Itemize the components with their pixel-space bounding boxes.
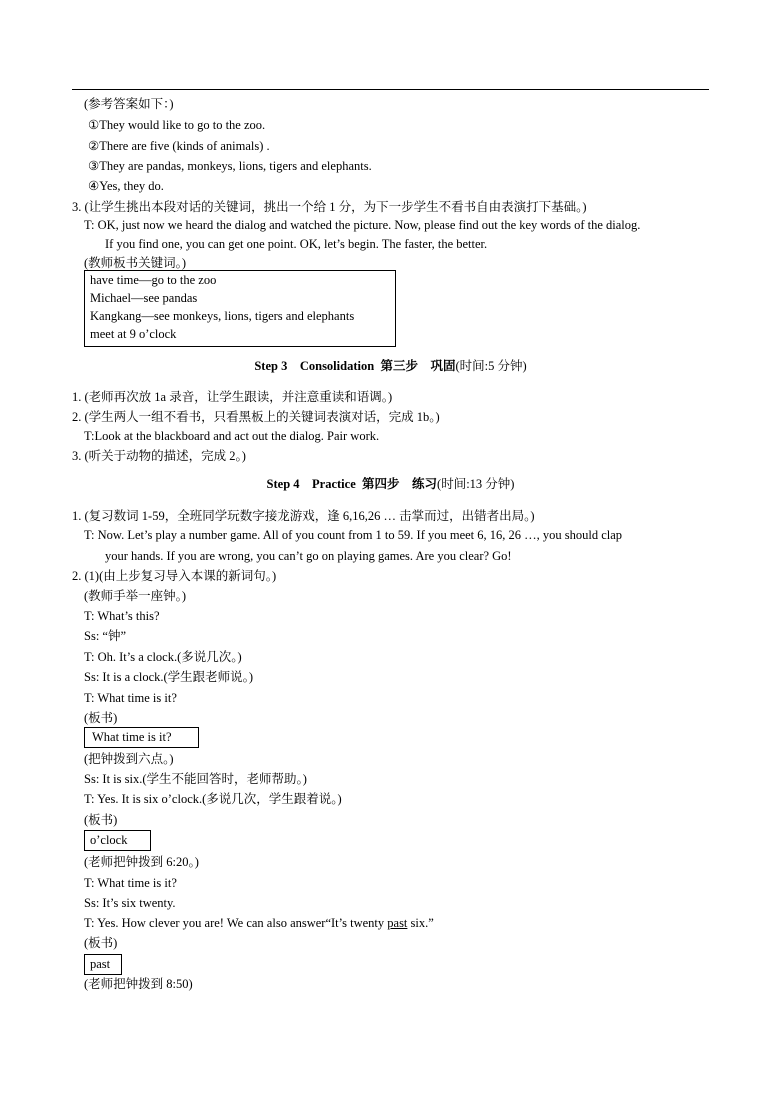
dialog-line: T: Yes. It is six o’clock.(多说几次，学生跟着说。) <box>84 792 342 806</box>
board-box-text: What time is it? <box>92 730 172 744</box>
board-label: (板书) <box>84 936 118 950</box>
dialog-line: (老师把钟拨到 6:20。) <box>84 855 199 869</box>
step3-heading <box>72 358 709 374</box>
step4-time: (时间:13 分钟) <box>437 477 515 491</box>
step4-en: Practice <box>312 477 356 491</box>
keyword-1: have time—go to the zoo <box>90 273 217 287</box>
board-box-what-time <box>84 727 199 748</box>
keyword-3: Kangkang—see monkeys, lions, tigers and elephants <box>90 309 355 323</box>
board-note: (教师板书关键词。) <box>84 256 187 270</box>
answer-2: ②There are five (kinds of animals) . <box>88 139 270 153</box>
step3-cn2: 巩固 <box>430 359 456 373</box>
teacher-line: T: OK, just now we heard the dialog and watched the picture. Now, please find out the key words of the dialog. <box>84 218 641 232</box>
ref-answer-note: (参考答案如下：) <box>84 97 174 111</box>
teacher-line-cont: If you find one, you can get one point. OK, let’s begin. The faster, the better. <box>105 237 488 251</box>
item-3-instruction: 3. (让学生挑出本段对话的关键词，挑出一个给 1 分，为下一步学生不看书自由表演打下基础。) <box>72 200 587 214</box>
dialog-line: (教师手举一座钟。) <box>84 589 187 603</box>
step3-label: Step 3 <box>254 359 288 373</box>
step3-en: Consolidation <box>299 359 375 373</box>
board-box-past <box>84 954 122 975</box>
dialog-line: Ss: It is a clock.(学生跟老师说。) <box>84 670 254 684</box>
dialog-line: T: Oh. It’s a clock.(多说几次。) <box>84 650 242 664</box>
board-label: (板书) <box>84 711 118 725</box>
step3-item-3: 3. (听关于动物的描述，完成 2。) <box>72 449 246 463</box>
dialog-text: T: Yes. How clever you are! We can also answer“It’s twenty <box>84 916 388 930</box>
dialog-line: T: What time is it? <box>84 876 177 890</box>
step3-item-1: 1. (老师再次放 1a 录音，让学生跟读，并注意重读和语调。) <box>72 390 393 404</box>
step4-item-1: 1. (复习数词 1-59，全班同学玩数字接龙游戏，逢 6,16,26 … 击掌而过，出错者出局。) <box>72 509 535 523</box>
answer-1: ①They would like to go to the zoo. <box>88 118 266 132</box>
board-box-text: past <box>90 957 111 971</box>
step3-item-2: 2. (学生两人一组不看书，只看黑板上的关键词表演对话，完成 1b。) <box>72 410 440 424</box>
step3-cn: 第三步 <box>380 359 418 373</box>
header-rule <box>72 89 709 90</box>
keyword-2: Michael—see pandas <box>90 291 198 305</box>
dialog-line <box>84 915 434 931</box>
board-box-oclock <box>84 830 151 851</box>
step3-time: (时间:5 分钟) <box>455 359 527 373</box>
board-box-text: o’clock <box>90 833 128 847</box>
step3-teacher-line: T:Look at the blackboard and act out the dialog. Pair work. <box>84 429 380 443</box>
dialog-text: six.” <box>407 916 434 930</box>
step4-item-2: 2. (1)(由上步复习导入本课的新词句。) <box>72 569 277 583</box>
dialog-line: T: What time is it? <box>84 691 177 705</box>
step4-cn2: 练习 <box>412 477 438 491</box>
dialog-line: T: What’s this? <box>84 609 160 623</box>
board-label: (板书) <box>84 813 118 827</box>
dialog-line: (老师把钟拨到 8:50) <box>84 977 193 991</box>
step4-teacher-line-cont: your hands. If you are wrong, you can’t go on playing games. Are you clear? Go! <box>105 549 512 563</box>
dialog-line: Ss: It is six.(学生不能回答时，老师帮助。) <box>84 772 307 786</box>
dialog-line: Ss: “钟” <box>84 629 127 643</box>
dialog-line: (把钟拨到六点。) <box>84 752 174 766</box>
answer-4: ④Yes, they do. <box>88 179 164 193</box>
step4-heading <box>72 476 709 492</box>
dialog-line: Ss: It’s six twenty. <box>84 896 176 910</box>
step4-label: Step 4 <box>266 477 300 491</box>
step4-teacher-line: T: Now. Let’s play a number game. All of you count from 1 to 59. If you meet 6, 16, 26 …, you should clap <box>84 528 623 542</box>
keyword-box <box>84 270 396 347</box>
answer-3: ③They are pandas, monkeys, lions, tigers and elephants. <box>88 159 372 173</box>
keyword-4: meet at 9 o’clock <box>90 327 177 341</box>
underlined-word: past <box>387 916 408 930</box>
step4-cn: 第四步 <box>362 477 400 491</box>
